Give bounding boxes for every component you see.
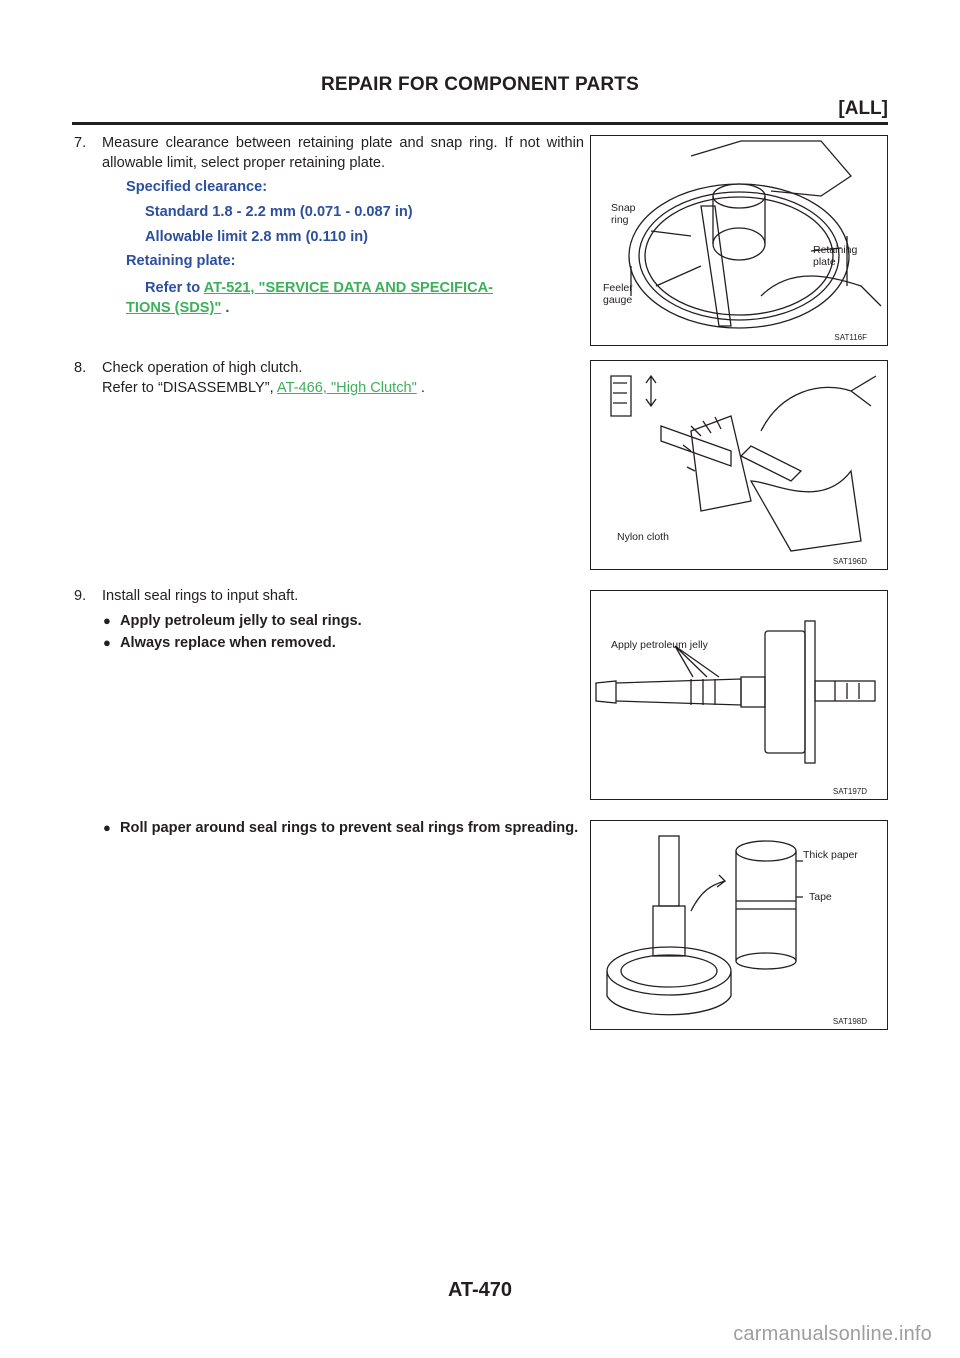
figure-code: SAT198D bbox=[832, 1017, 867, 1026]
bullet-dot-icon: ● bbox=[103, 613, 111, 628]
step-text: Check operation of high clutch. bbox=[102, 360, 303, 376]
figure-snap-ring-clearance bbox=[590, 135, 888, 346]
spec-standard: Standard 1.8 - 2.2 mm (0.071 - 0.087 in) bbox=[145, 204, 413, 220]
step-number: 8. bbox=[74, 360, 87, 376]
figure-high-clutch-check bbox=[590, 360, 888, 570]
bullet-item: ● Roll paper around seal rings to prevent seal rings from spreading. bbox=[103, 820, 579, 836]
spec-allowable: Allowable limit 2.8 mm (0.110 in) bbox=[145, 229, 369, 245]
bullet-item: ● Apply petroleum jelly to seal rings. bbox=[103, 613, 362, 629]
refer-prefix: Refer to bbox=[145, 280, 201, 296]
high-clutch-link[interactable]: AT-466, "High Clutch" bbox=[276, 380, 417, 396]
spec-refer-line-2 bbox=[126, 298, 229, 318]
spec-plate-label: Retaining plate: bbox=[126, 253, 236, 269]
period: . bbox=[225, 300, 230, 316]
step-7 bbox=[74, 133, 584, 173]
figure-thick-paper bbox=[590, 820, 888, 1030]
step-refer bbox=[102, 378, 584, 398]
refer-text: Refer to “DISASSEMBLY”, bbox=[102, 380, 274, 396]
label-petroleum-jelly: Apply petroleum jelly bbox=[611, 639, 708, 651]
bullet-item: ● Always replace when removed. bbox=[103, 635, 336, 651]
watermark: carmanualsonline.info bbox=[733, 1323, 932, 1345]
spec-clearance-label: Specified clearance: bbox=[126, 179, 268, 195]
sds-link[interactable]: AT-521, "SERVICE DATA AND SPECIFICA- bbox=[203, 280, 494, 296]
header-rule bbox=[72, 122, 888, 125]
step-number: 7. bbox=[74, 135, 87, 151]
step-text: Measure clearance between retaining plate and snap ring. If not within allowable limit, select proper retaining plate. bbox=[102, 135, 584, 171]
label-retaining-plate: Retaining plate bbox=[813, 244, 858, 268]
period: . bbox=[420, 380, 425, 396]
bullet-dot-icon: ● bbox=[103, 820, 111, 835]
figure-seal-rings bbox=[590, 590, 888, 800]
input-shaft-illustration bbox=[591, 591, 887, 799]
page-number: AT-470 bbox=[447, 1279, 513, 1301]
bullet-dot-icon: ● bbox=[103, 635, 111, 650]
label-feeler-gauge: Feeler gauge bbox=[603, 282, 633, 306]
step-text: Install seal rings to input shaft. bbox=[102, 588, 299, 604]
label-nylon-cloth: Nylon cloth bbox=[617, 531, 669, 543]
step-number: 9. bbox=[74, 588, 87, 604]
spec-refer-line bbox=[145, 278, 493, 298]
label-tape: Tape bbox=[809, 891, 832, 903]
model-tag: [ALL] bbox=[838, 98, 888, 119]
label-snap-ring: Snap ring bbox=[611, 202, 636, 226]
label-thick-paper: Thick paper bbox=[803, 849, 858, 861]
figure-code: SAT116F bbox=[834, 333, 867, 342]
page-section-title: REPAIR FOR COMPONENT PARTS bbox=[320, 74, 639, 95]
figure-code: SAT197D bbox=[832, 787, 867, 796]
snap-ring-illustration bbox=[591, 136, 887, 345]
step-9 bbox=[74, 586, 584, 606]
figure-code: SAT196D bbox=[832, 557, 867, 566]
step-8 bbox=[74, 358, 584, 398]
sds-link-cont[interactable]: TIONS (SDS)" bbox=[126, 300, 222, 316]
